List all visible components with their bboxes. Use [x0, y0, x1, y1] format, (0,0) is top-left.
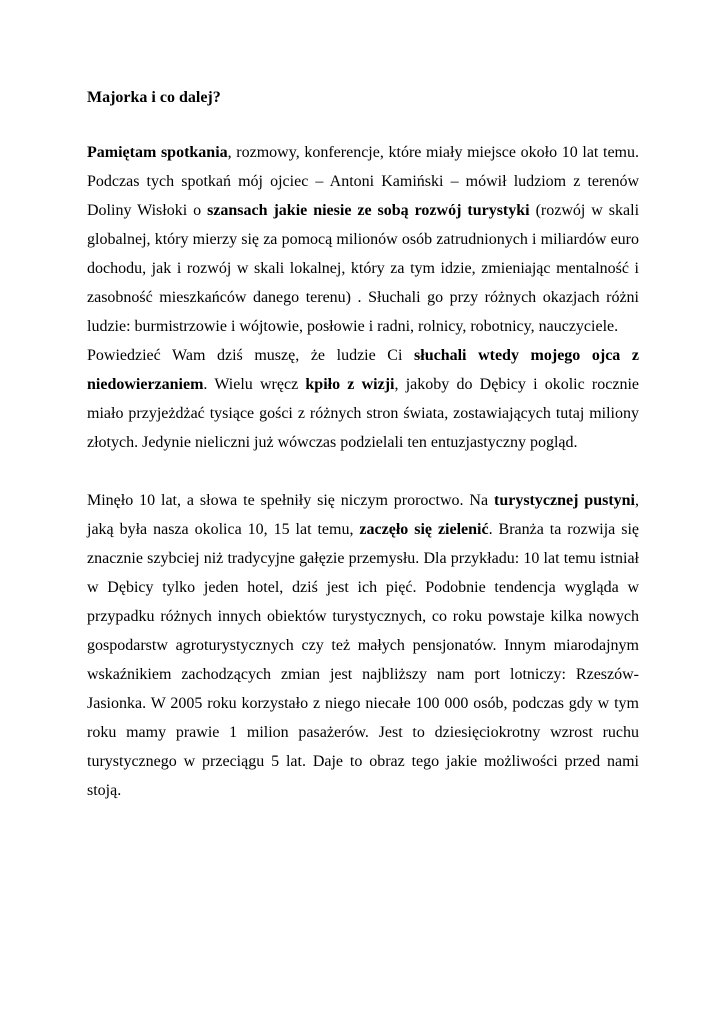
text-run: . Wielu wręcz [203, 376, 306, 393]
bold-phrase: Pamiętam spotkania [87, 144, 228, 161]
paragraph-2 [87, 341, 639, 457]
bold-phrase: kpiło z wizji [305, 376, 395, 393]
document-body [87, 88, 639, 805]
bold-phrase: szansach jakie niesie ze sobą rozwój turystyki [207, 202, 530, 219]
text-run: Minęło 10 lat, a słowa te spełniły się niczym proroctwo. Na [87, 492, 494, 509]
text-run: . Branża ta rozwija się znacznie szybciej niż tradycyjne gałęzie przemysłu. Dla przykładu: 10 lat temu istniał w Dębicy tylko jeden hotel, dziś jest ich pięć. Podobnie tendencja wygląda w przypadku różnych innych obiektów turystycznych, co roku powstaje kilka nowych gospodarstw agroturystycznych czy też małych pensjonatów. Innym miarodajnym wskaźnikiem zachodzących zmian jest najbliższy nam port lotniczy: Rzeszów-Jasionka. W 2005 roku korzystało z niego niecałe 100 000 osób, podczas gdy w tym roku mamy prawie 1 milion pasażerów. Jest to dziesięciokrotny wzrost ruchu turystycznego w przeciągu 5 lat. Daje to obraz tego jakie możliwości przed nami stoją. [87, 521, 639, 799]
paragraph-1 [87, 138, 639, 341]
text-run: Powiedzieć Wam dziś muszę, że ludzie Ci [87, 347, 415, 364]
paragraph-3 [87, 486, 639, 805]
text-run: , jaką była nasza okolica 10, 15 lat temu, [87, 492, 640, 538]
text-run: , rozmowy, konferencje, które miały miejsce około 10 lat temu. Podczas tych spotkań mój ojciec – Antoni Kamiński – mówił ludziom z terenów Doliny Wisłoki o [87, 144, 639, 219]
bold-phrase: zaczęło się zielenić [359, 521, 489, 538]
bold-phrase: turystycznej pustyni [494, 492, 636, 509]
bold-phrase: słuchali wtedy mojego ojca z niedowierzaniem [87, 347, 640, 393]
text-run: , jakoby do Dębicy i okolic rocznie miało przyjeżdżać tysiące gości z różnych stron świata, zostawiających tutaj miliony złotych. Jedynie nieliczni już wówczas podzielali ten entuzjastyczny pogląd. [87, 376, 640, 451]
document-title: Majorka i co dalej? [87, 89, 221, 106]
text-run: (rozwój w skali globalnej, który mierzy się za pomocą milionów osób zatrudnionych i miliardów euro dochodu, jak i rozwój w skali lokalnej, który za tym idzie, zmieniając mentalność i zasobność mieszkańców danego terenu) . Słuchali go przy różnych okazjach różni ludzie: burmistrzowie i wójtowie, posłowie i radni, rolnicy, robotnicy, nauczyciele. [87, 202, 640, 335]
